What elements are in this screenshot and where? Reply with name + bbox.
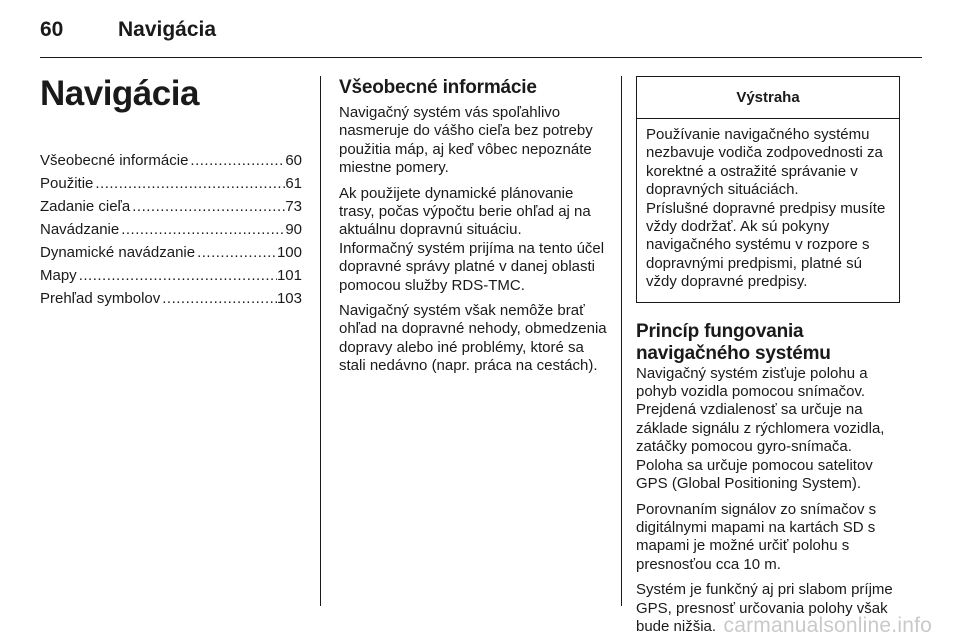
warning-title: Výstraha bbox=[637, 77, 899, 119]
section-heading: Všeobecné informácie bbox=[339, 77, 537, 98]
toc-label: Prehľad symbolov bbox=[40, 290, 161, 307]
section-heading: navigačného systému bbox=[636, 342, 831, 364]
warning-text: Príslušné dopravné predpisy musíte vždy dodržať. Ak sú pokyny navigačného systému v rozpore s dopravnými predpismi, platné sú vždy dopravné predpisy. bbox=[646, 199, 886, 291]
toc-entry[interactable] bbox=[40, 195, 302, 218]
toc-page: 73 bbox=[285, 198, 302, 215]
toc-page: 100 bbox=[276, 244, 302, 261]
toc-entry[interactable] bbox=[40, 287, 302, 310]
chapter-title: Navigácia bbox=[40, 74, 199, 113]
header-divider bbox=[40, 57, 922, 58]
section-heading: Princíp fungovania bbox=[636, 320, 804, 342]
warning-body bbox=[637, 119, 899, 302]
body-paragraph: Navigačný systém zisťuje polohu a pohyb vozidla pomocou snímačov. Prejdená vzdialenosť sa určuje na základe signálu z rýchlomera vozidla, zatáčky pomocou gyro-snímača. Poloha sa určuje pomocou satelitov GPS (Global Positioning System). bbox=[636, 364, 885, 493]
toc-entry[interactable] bbox=[40, 241, 302, 264]
body-paragraph: Informačný systém prijíma na tento účel dopravné správy platné v danej oblasti pomocou služby RDS-TMC. bbox=[339, 239, 605, 294]
toc-entry[interactable] bbox=[40, 149, 302, 172]
toc-leader bbox=[119, 218, 285, 241]
toc-leader bbox=[130, 195, 285, 218]
toc-entry[interactable] bbox=[40, 218, 302, 241]
right-column bbox=[636, 76, 900, 636]
toc-page: 101 bbox=[276, 267, 302, 284]
toc-label: Zadanie cieľa bbox=[40, 198, 131, 215]
page-number: 60 bbox=[40, 18, 64, 41]
toc-leader bbox=[93, 172, 285, 195]
toc-label: Navádzanie bbox=[40, 221, 120, 238]
toc-label: Mapy bbox=[40, 267, 77, 284]
running-header-title: Navigácia bbox=[118, 18, 217, 41]
chapter-column bbox=[40, 74, 302, 310]
general-info-column bbox=[339, 76, 609, 376]
table-of-contents bbox=[40, 149, 302, 310]
toc-entry[interactable] bbox=[40, 172, 302, 195]
toc-leader bbox=[188, 149, 285, 172]
body-paragraph: Navigačný systém vás spoľahlivo nasmeruje do vášho cieľa bez potreby použitia máp, aj keď vôbec nepoznáte miestne pomery. bbox=[339, 104, 593, 177]
toc-page: 90 bbox=[285, 221, 302, 238]
toc-page: 103 bbox=[276, 290, 302, 307]
toc-label: Použitie bbox=[40, 175, 94, 192]
toc-label: Všeobecné informácie bbox=[40, 152, 189, 169]
toc-leader bbox=[195, 241, 277, 264]
page-header bbox=[40, 18, 216, 48]
column-divider bbox=[621, 76, 622, 606]
principle-section bbox=[636, 321, 900, 637]
body-paragraph: Systém je funkčný aj pri slabom príjme GPS, presnosť určovania polohy však bude nižšia. bbox=[636, 581, 893, 635]
toc-leader bbox=[77, 264, 277, 287]
toc-label: Dynamické navádzanie bbox=[40, 244, 196, 261]
warning-text: Používanie navigačného systému nezbavuje vodiča zodpovednosti za korektné a ostražité správanie v dopravných situáciách. bbox=[646, 126, 883, 199]
toc-page: 61 bbox=[285, 175, 302, 192]
body-paragraph: Porovnaním signálov zo snímačov s digitálnymi mapami na kartách SD s mapami je možné určiť polohu s presnosťou cca 10 m. bbox=[636, 500, 877, 573]
toc-leader bbox=[160, 287, 277, 310]
toc-page: 60 bbox=[285, 152, 302, 169]
column-divider bbox=[320, 76, 321, 606]
body-paragraph: Navigačný systém však nemôže brať ohľad na dopravné nehody, obmedzenia dopravy alebo iné problémy, ktoré sa stali nedávno (napr. práca na cestách). bbox=[339, 302, 607, 375]
toc-entry[interactable] bbox=[40, 264, 302, 287]
watermark: carmanualsonline.info bbox=[723, 614, 932, 637]
warning-box bbox=[636, 76, 900, 303]
body-paragraph: Ak použijete dynamické plánovanie trasy, počas výpočtu berie ohľad aj na aktuálnu dopravnú situáciu. bbox=[339, 184, 591, 239]
